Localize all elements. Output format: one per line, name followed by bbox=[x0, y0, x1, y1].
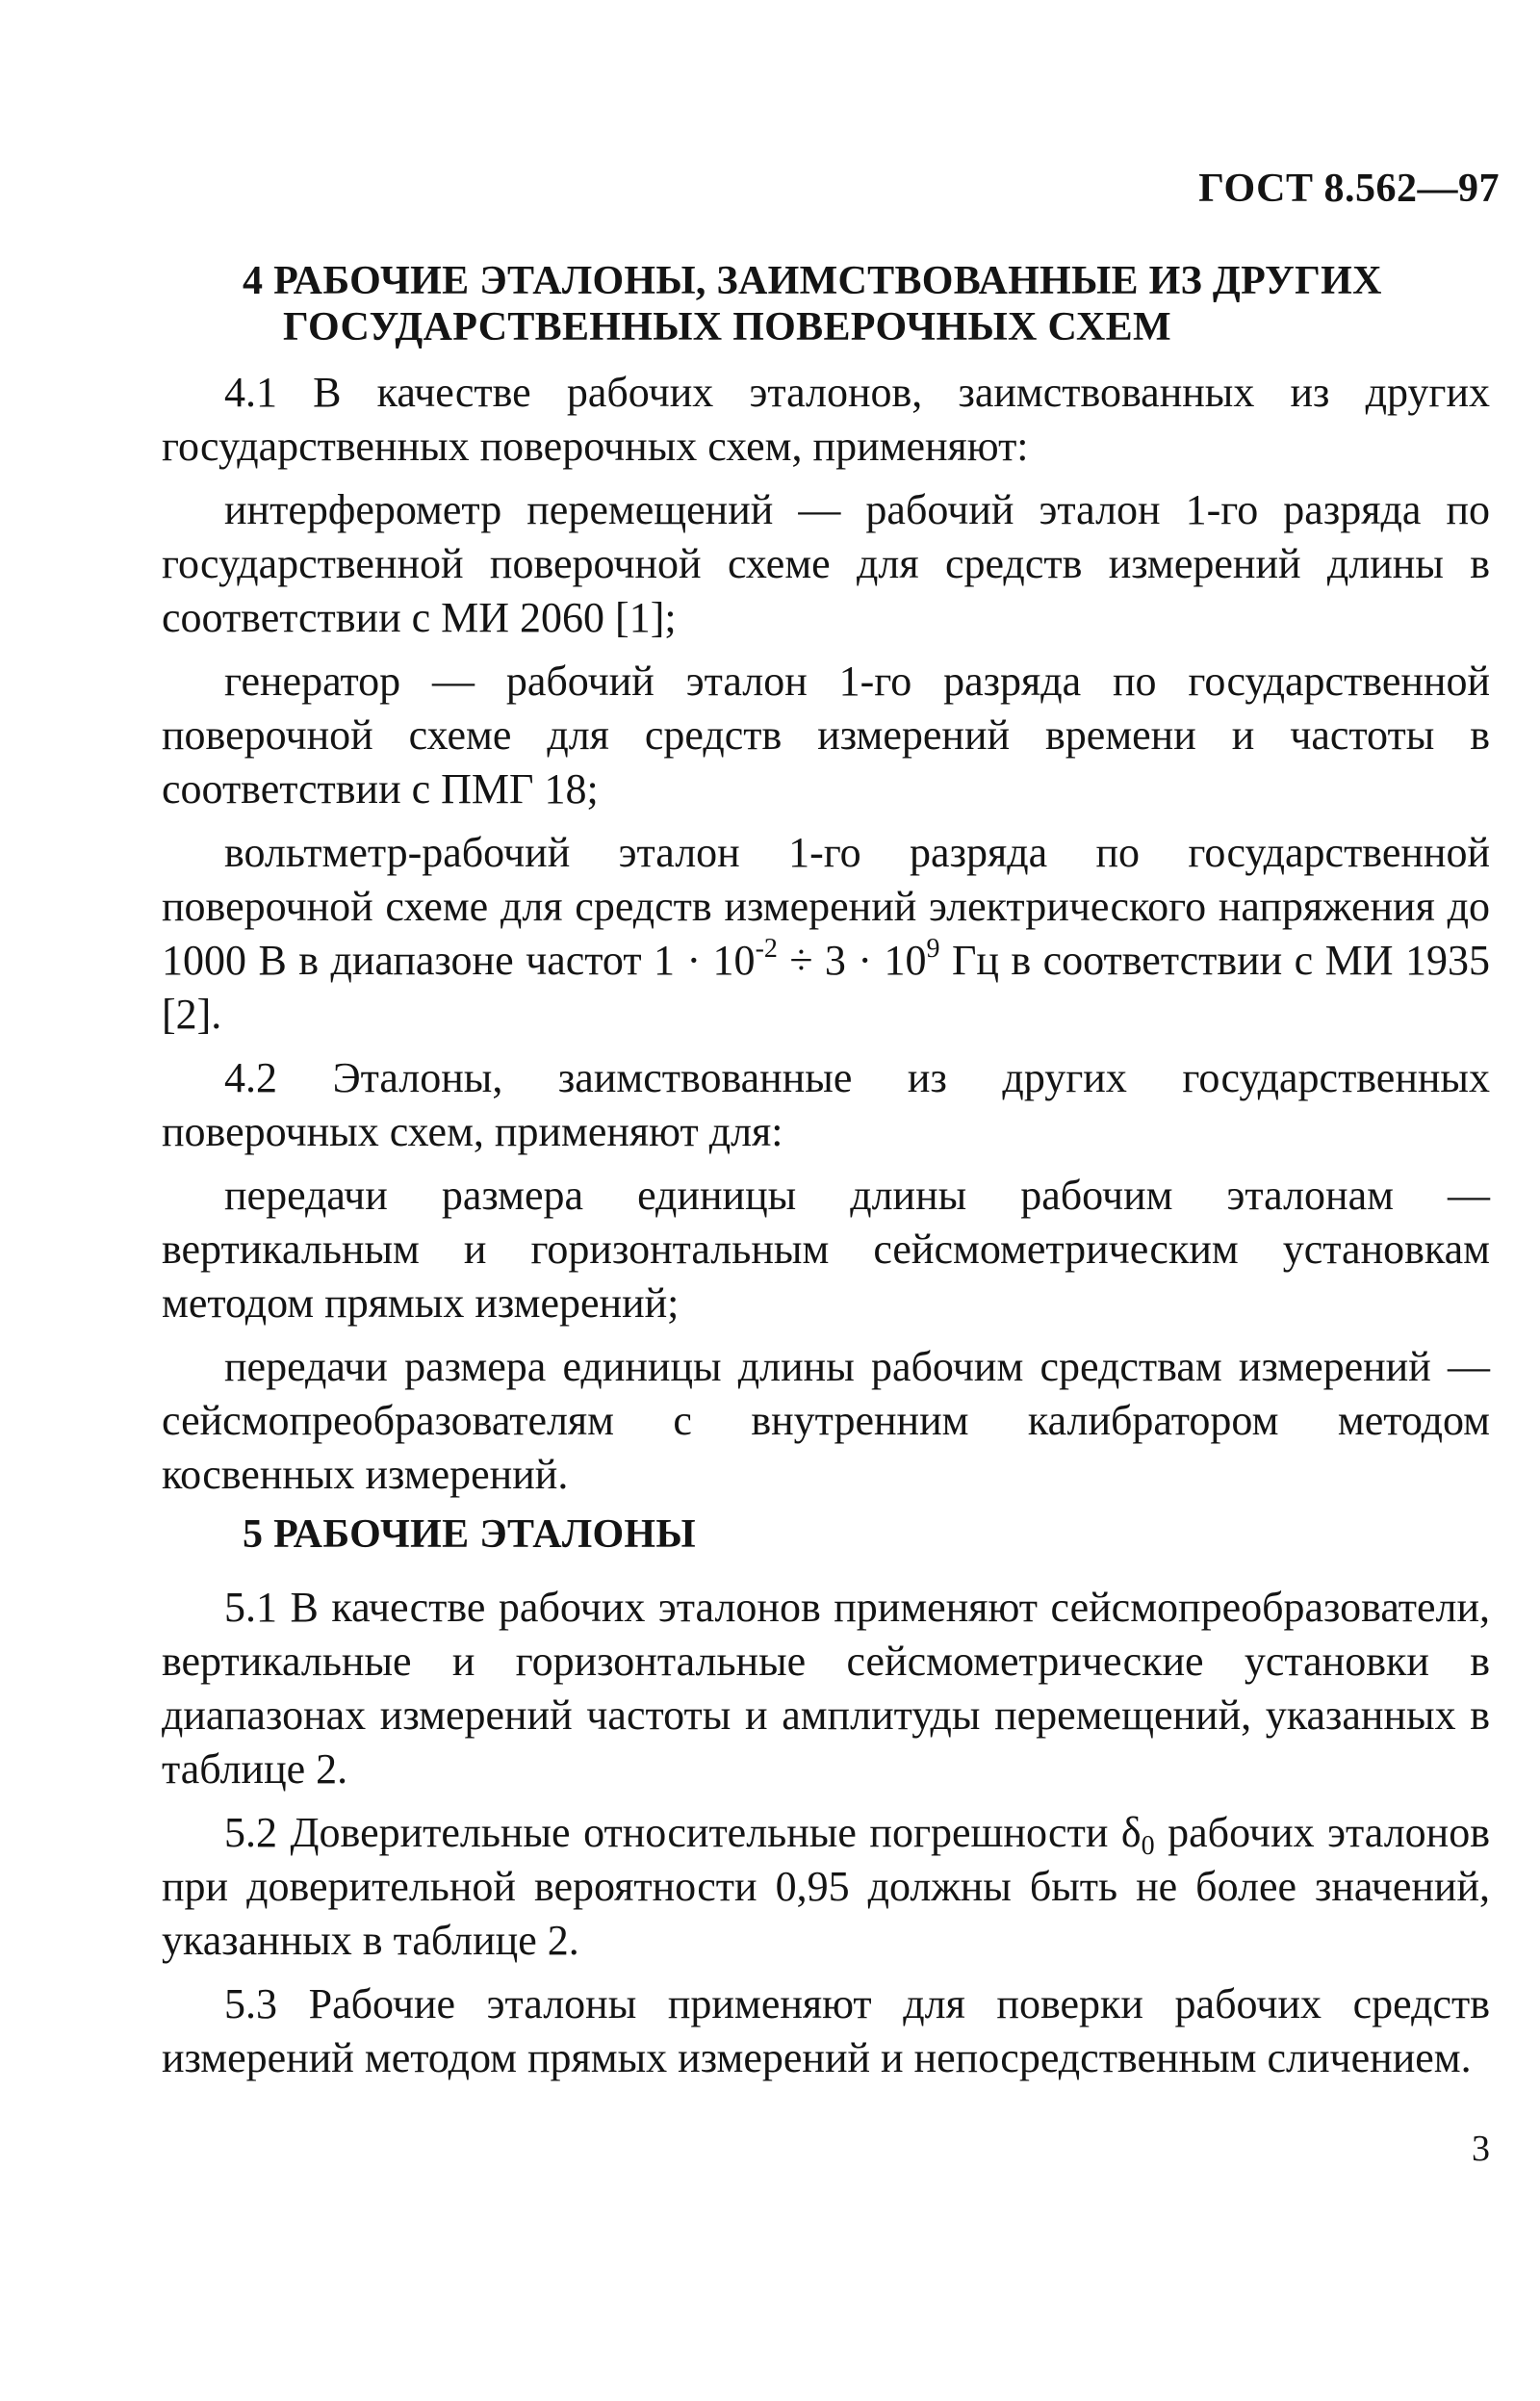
item-transfer-1: передачи размера единицы длины рабочим эталонам — вертикальным и горизонтальным сейсмометрическим установкам методом прямых измерений; bbox=[162, 1172, 1490, 1327]
section-5-heading: 5 РАБОЧИЕ ЭТАЛОНЫ bbox=[243, 1512, 696, 1557]
paragraph-5-3: 5.3 Рабочие эталоны применяют для поверки рабочих средств измерений методом прямых измерений и непосредственным сличением. bbox=[162, 1980, 1490, 2081]
voltmeter-exponent-2: 9 bbox=[926, 934, 940, 964]
document-code: ГОСТ 8.562—97 bbox=[1198, 167, 1500, 211]
page-number: 3 bbox=[1472, 2129, 1490, 2169]
voltmeter-text-a: вольтметр-рабочий эталон 1-го разряда по государственной поверочной схеме для средств измерений электрического напряжения до 1000 В в диапазоне частот 1 · 10 bbox=[162, 829, 1490, 984]
item-generator: генератор — рабочий эталон 1-го разряда по государственной поверочной схеме для средств измерений времени и частоты в соответствии с ПМГ 18; bbox=[162, 658, 1490, 813]
paragraph-5-2-text-a: 5.2 Доверительные относительные погрешности δ bbox=[224, 1809, 1142, 1856]
item-interferometer: интерферометр перемещений — рабочий эталон 1-го разряда по государственной поверочной схеме для средств измерений длины в соответствии с МИ 2060 [1]; bbox=[162, 486, 1490, 641]
paragraph-5-1: 5.1 В качестве рабочих эталонов применяют сейсмопреобразователи, вертикальные и горизонтальные сейсмометрические установки в диапазонах измерений частоты и амплитуды перемещений, указанных в таблице 2. bbox=[162, 1584, 1490, 1793]
item-voltmeter bbox=[162, 826, 1490, 1042]
paragraph-5-2-text-b: рабочих эталонов при доверительной вероятности 0,95 должны быть не более значений, указанных в таблице 2. bbox=[162, 1809, 1490, 1964]
paragraph-5-2 bbox=[162, 1806, 1490, 1968]
section-4-body bbox=[162, 366, 1490, 1511]
section-4-heading bbox=[243, 258, 1494, 350]
paragraph-4-1: 4.1 В качестве рабочих эталонов, заимствованных из других государственных поверочных схем, применяют: bbox=[162, 369, 1490, 470]
voltmeter-text-c: Гц в соответствии с МИ 1935 [2]. bbox=[162, 937, 1490, 1038]
voltmeter-text-b: ÷ 3 · 10 bbox=[777, 937, 927, 984]
section-4-heading-line1: 4 РАБОЧИЕ ЭТАЛОНЫ, ЗАИМСТВОВАННЫЕ ИЗ ДРУГИХ bbox=[243, 259, 1382, 303]
section-5-body bbox=[162, 1581, 1490, 2095]
delta-subscript: 0 bbox=[1141, 1831, 1155, 1861]
paragraph-4-2: 4.2 Эталоны, заимствованные из других государственных поверочных схем, применяют для: bbox=[162, 1054, 1490, 1155]
item-transfer-2: передачи размера единицы длины рабочим средствам измерений — сейсмопреобразователям с внутренним калибратором методом косвенных измерений. bbox=[162, 1343, 1490, 1498]
voltmeter-exponent-1: -2 bbox=[755, 934, 778, 964]
section-4-heading-line2: ГОСУДАРСТВЕННЫХ ПОВЕРОЧНЫХ СХЕМ bbox=[283, 305, 1171, 349]
